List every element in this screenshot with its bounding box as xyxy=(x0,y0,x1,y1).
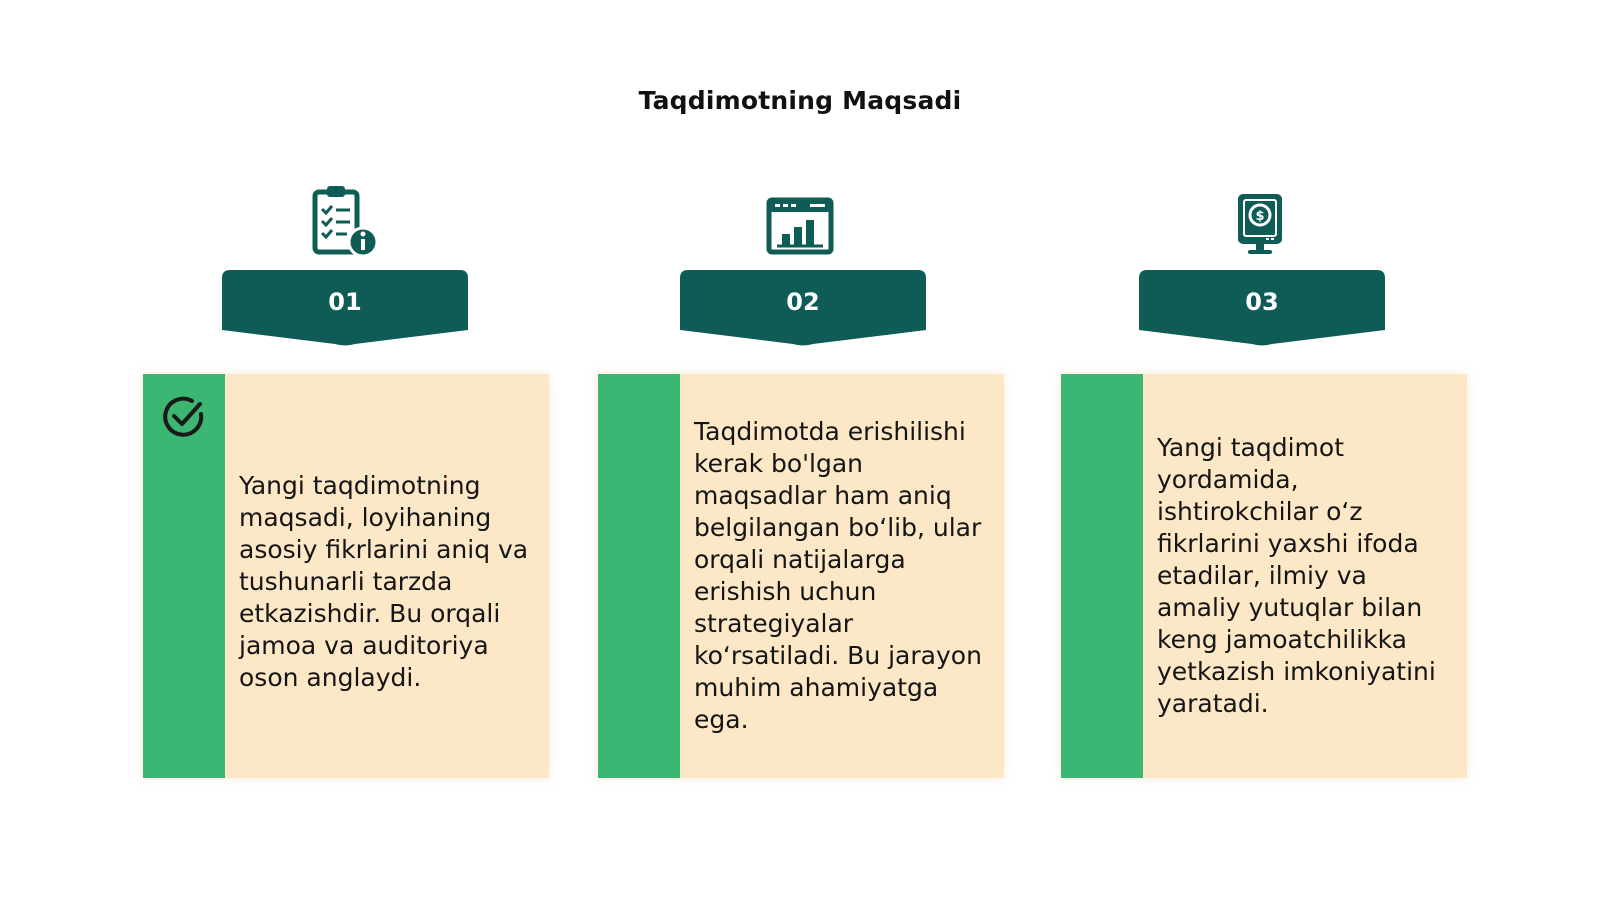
page-title: Taqdimotning Maqsadi xyxy=(638,86,962,115)
card-accent-bar xyxy=(598,374,680,778)
card-text: Yangi taqdimotning maqsadi, loyihaning asosiy fikrlarini aniq va tushunarli tarzda etkazishdir. Bu orqali jamoa va auditoriya oson anglaydi. xyxy=(239,471,529,692)
card-text: Yangi taqdimot yordamida, ishtirokchilar o‘z fikrlarini yaxshi ifoda etadilar, ilmiy va amaliy yutuqlar bilan keng jamoatchilikka yetkazish imkoniyatini yaratadi. xyxy=(1157,433,1436,718)
card-accent-bar xyxy=(1061,374,1143,778)
monitor-dollar-icon xyxy=(1220,180,1300,260)
card-01 xyxy=(143,374,549,778)
browser-bar-chart-icon xyxy=(760,180,840,260)
clipboard-checklist-info-icon xyxy=(305,180,385,260)
card-03 xyxy=(1061,374,1467,778)
step-number: 01 xyxy=(328,288,362,316)
card-text: Taqdimotda erishilishi kerak bo'lgan maqsadlar ham aniq belgilangan bo‘lib, ular orqali natijalarga erishish uchun strategiyalar ko‘rsatiladi. Bu jarayon muhim ahamiyatga ega. xyxy=(694,417,982,734)
step-number: 03 xyxy=(1245,288,1279,316)
step-badge-03 xyxy=(1139,270,1385,348)
svg-text:$: $ xyxy=(1255,209,1265,224)
check-circle-icon xyxy=(161,394,207,440)
step-badge-02 xyxy=(680,270,926,348)
step-number: 02 xyxy=(786,288,820,316)
step-badge-01 xyxy=(222,270,468,348)
card-02 xyxy=(598,374,1004,778)
